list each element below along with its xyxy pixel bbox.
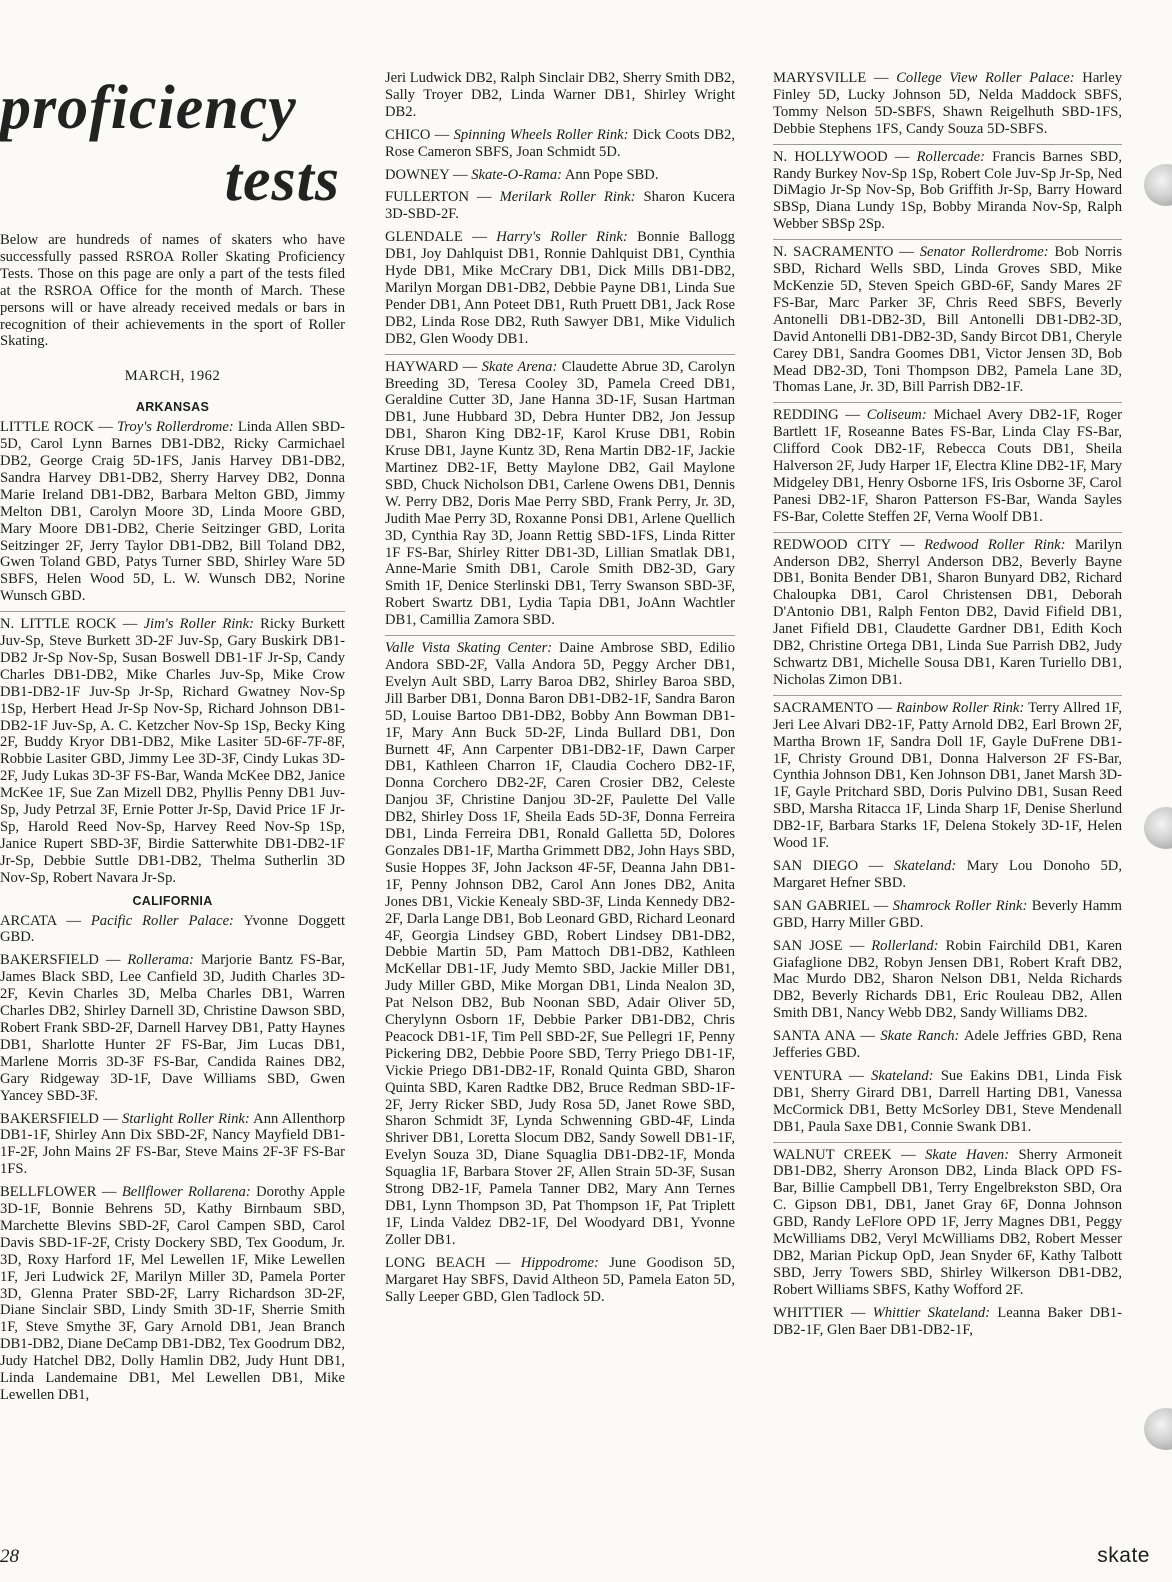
rink-name: Jim's Roller Rink: xyxy=(143,616,254,633)
binder-hole-icon xyxy=(1144,1408,1172,1450)
rink-entry: N. HOLLYWOOD — Rollercade: Francis Barnes SBD, Randy Burkey Nov-Sp 1Sp, Robert Cole Juv-Sp Jr-Sp, Ned DiMagio Jr-Sp Nov-Sp, Bob Griffith Jr-Sp, Barry Howard SBSp, Diana Lundy 1Sp, Bobby Miranda Nov-Sp, Ralph Webber SBSp 2Sp. xyxy=(773,148,1122,233)
title-line-1: proficiency xyxy=(0,74,297,142)
rink-name: Rainbow Roller Rink: xyxy=(896,699,1025,716)
section-divider xyxy=(773,239,1122,240)
skater-names: Claudette Abrue 3D, Carolyn Breeding 3D, Teresa Cooley 3D, Pamela Creed DB1, Geraldine Cutter 3D, Jane Hanna 3D-1F, Susan Hartman DB1, June Hubbard 3D, Debra Hunter DB2, Jon Jessup DB1, Sharon King DB2-1F, Karol Kruse DB1, Robin Kruse DB1, Jayne Kuntz 3D, Rena Martin DB2-1F, Jackie Martinez DB2-1F, Betty Maylone DB2, Gail Maylone SBD, Chuck Nicholson DB1, Carlene Owens DB1, Dennis W. Perry DB2, Doris Mae Perry SBD, Frank Perry, Jr. 3D, Judith Mae Perry 3D, Roxanne Ponsi DB1, Arlene Quellich 3D, Cynthia Ray 3D, Joann Rettig SBD-1FS, Linda Ritter 1F FS-Bar, Shirley Ritter DB1-3D, Lillian Smatlak DB1, Anne-Marie Smith DB1, Carole Smith DB2-3D, Gary Smith 1F, Denice Sterlinski DB1, Terry Swanson SBD-3F, Robert Swartz DB1, Lydia Tapia DB1, JoAnn Wachtler DB1, Camillia Zamora SBD. xyxy=(385,358,735,629)
section-divider xyxy=(773,402,1122,403)
skater-names: Francis Barnes SBD, Randy Burkey Nov-Sp 1Sp, Robert Cole Juv-Sp Jr-Sp, Ned DiMagio Jr-Sp Nov-Sp, Bob Griffith Jr-Sp, Barry Howard SBSp, Diana Lundy 1Sp, Bobby Miranda Nov-Sp, Ralph Webber SBSp 2Sp. xyxy=(773,148,1122,233)
city-name: BAKERSFIELD xyxy=(0,1110,99,1127)
city-name: SAN GABRIEL xyxy=(773,897,870,914)
rink-entry: SAN GABRIEL — Shamrock Roller Rink: Beverly Hamm GBD, Harry Miller GBD. xyxy=(773,897,1123,931)
rink-name: Harry's Roller Rink: xyxy=(496,229,628,246)
rink-name: Skate Ranch: xyxy=(880,1028,960,1045)
rink-entry: SAN DIEGO — Skateland: Mary Lou Donoho 5D, Margaret Hefner SBD. xyxy=(773,857,1122,891)
skater-names: Sharon Kucera 3D-SBD-2F. xyxy=(385,189,735,223)
city-name: BAKERSFIELD xyxy=(0,952,99,969)
skater-names: Beverly Hamm GBD, Harry Miller GBD. xyxy=(773,897,1123,931)
rink-name: Whittier Skateland: xyxy=(872,1304,991,1321)
rink-entry: FULLERTON — Merilark Roller Rink: Sharon Kucera 3D-SBD-2F. xyxy=(385,189,735,223)
rink-entry: HAYWARD — Skate Arena: Claudette Abrue 3D, Carolyn Breeding 3D, Teresa Cooley 3D, Pamela Creed DB1, Geraldine Cutter 3D, Jane Hanna 3D-1F, Susan Hartman DB1, June Hubbard 3D, Debra Hunter DB2, Jon Jessup DB1, Sharon King DB2-1F, Karol Kruse DB1, Robin Kruse DB1, Jayne Kuntz 3D, Rena Martin DB2-1F, Jackie Martinez DB2-1F, Betty Maylone DB2, Gail Maylone SBD, Chuck Nicholson DB1, Carlene Owens DB1, Dennis W. Perry DB2, Doris Mae Perry SBD, Frank Perry, Jr. 3D, Judith Mae Perry 3D, Roxanne Ponsi DB1, Arlene Quellich 3D, Cynthia Ray 3D, Joann Rettig SBD-1FS, Linda Ritter 1F FS-Bar, Shirley Ritter DB1-3D, Lillian Smatlak DB1, Anne-Marie Smith DB1, Carole Smith DB2-3D, Gary Smith 1F, Denice Sterlinski DB1, Terry Swanson SBD-3F, Robert Swartz DB1, Lydia Tapia DB1, JoAnn Wachtler DB1, Camillia Zamora SBD. xyxy=(385,358,735,629)
city-name: N. SACRAMENTO xyxy=(773,244,894,261)
rink-name: Coliseum: xyxy=(866,407,927,424)
city-name: GLENDALE xyxy=(385,229,463,246)
skater-names: June Goodison 5D, Margaret Hay SBFS, David Altheon 5D, Pamela Eaton 5D, Sally Leeper GBD, Glen Tadlock 5D. xyxy=(385,1254,735,1305)
rink-entry: SAN JOSE — Rollerland: Robin Fairchild DB1, Karen Giafaglione DB2, Robyn Jensen DB1, Robert Kraft DB2, Mac Murdo DB2, Sharon Nelson DB1, Nelda Richards DB2, Beverly Richards DB1, Eric Rouleau DB2, Allen Smith DB1, Nancy Webb DB2, Sandy Williams DB2. xyxy=(773,937,1123,1022)
city-name: SAN DIEGO xyxy=(773,857,859,874)
rink-name: Valle Vista Skating Center: xyxy=(385,640,553,657)
skater-names: Bob Norris SBD, Richard Wells SBD, Linda Groves SBD, Mike McKenzie 5D, Steven Speich GBD-6F, Sandy Mares 2F FS-Bar, Marc Parker 3F, Chris Reed SBFS, Beverly Antonelli DB1-DB2-3D, Bill Antonelli DB1-DB2-3D, David Antonelli DB1-DB2-3D, Sandy Bircot DB1, Cheryle Carey DB1, Sandra Goomes DB1, Victor Jensen 3D, Bob Mead DB2-3D, Toni Thompson DB2, Pamela Lane 3D, Thomas Lane, Jr. 3D, Bill Parrish DB2-1F. xyxy=(773,244,1122,396)
rink-name: Skate Haven: xyxy=(925,1146,1010,1163)
state-heading: ARKANSAS xyxy=(135,400,210,415)
skater-names: Robin Fairchild DB1, Karen Giafaglione DB2, Robyn Jensen DB1, Robert Kraft DB2, Mac Murdo DB2, Sharon Nelson DB1, Nelda Richards DB2, Beverly Richards DB1, Eric Rouleau DB2, Allen Smith DB1, Nancy Webb DB2, Sandy Williams DB2. xyxy=(773,937,1123,1022)
rink-entry: WHITTIER — Whittier Skateland: Leanna Baker DB1-DB2-1F, Glen Baer DB1-DB2-1F, xyxy=(773,1304,1123,1338)
city-name: N. LITTLE ROCK xyxy=(0,616,117,633)
binder-hole-icon xyxy=(1144,807,1172,849)
rink-name: Troy's Rollerdrome: xyxy=(116,419,234,436)
city-name: FULLERTON xyxy=(385,189,469,206)
skater-names: Sue Eakins DB1, Linda Fisk DB1, Sherry Girard DB1, Darrell Harting DB1, Vanessa McCormick DB1, Betty McSorley DB1, Steve Mendenall DB1, Paula Saxe DB1, Connie Swank DB1. xyxy=(773,1067,1122,1135)
rink-name: Rollercade: xyxy=(916,148,985,165)
rink-entry: BAKERSFIELD — Rollerama: Marjorie Bantz FS-Bar, James Black SBD, Lee Canfield 3D, Judith Charles 3D-2F, Kevin Charles 3D, Melba Charles DB1, Warren Charles DB2, Shirley Darnell 3D, Christine Dawson SBD, Robert Frank SBD-2F, Darnell Harvey DB1, Patty Haynes DB1, Sharlotte Hunter 2F FS-Bar, Jim Lucas DB1, Marlene Morris 3D-3F FS-Bar, Candida Raines DB2, Gary Ridgeway 3D-1F, Dave Williams SBD, Gwen Yancey SBD-3F. xyxy=(0,952,346,1104)
section-divider xyxy=(385,635,735,636)
skater-names: Michael Avery DB2-1F, Roger Bartlett 1F, Roseanne Bates FS-Bar, Linda Clay FS-Bar, Clifford Cook DB2-1F, Rebecca Couts DB1, Sheila Halverson 2F, Judy Harper 1F, Electra Kline DB2-1F, Mary Midgeley DB1, Henry Osborne 1FS, Iris Osborne 3F, Carol Panesi DB2-1F, Sharon Patterson FS-Bar, Wanda Sayles FS-Bar, Colette Steffen 2F, Verna Woolf DB1. xyxy=(773,407,1123,525)
skater-names: Yvonne Doggett GBD. xyxy=(0,912,345,946)
rink-name: Bellflower Rollarena: xyxy=(121,1184,251,1201)
city-name: REDWOOD CITY xyxy=(773,536,891,553)
rink-entry: REDWOOD CITY — Redwood Roller Rink: Marilyn Anderson DB2, Sherryl Anderson DB2, Beverly Bayne DB1, Bonita Bender DB1, Sharon Bunyard DB2, Richard Chaloupka DB1, Carol Christensen DB1, Deborah D'Antonio DB1, Ralph Fenton DB2, David Fifield DB1, Janet Fifield DB1, Claudette Gardner DB1, Edith Koch DB2, Christine Ortega DB1, Linda Sue Parrish DB2, Judy Schwartz DB1, Michelle Sousa DB1, Karen Turiello DB1, Nicholas Zimon DB1. xyxy=(773,536,1123,688)
city-name: N. HOLLYWOOD xyxy=(773,148,888,165)
rink-entry: N. LITTLE ROCK — Jim's Roller Rink: Ricky Burkett Juv-Sp, Steve Burkett 3D-2F Juv-Sp, Gary Buskirk DB1-DB2 Jr-Sp Nov-Sp, Susan Boswell DB1-1F Jr-Sp, Candy Charles DB1-DB2, Mike Charles Juv-Sp, Mike Crow DB1-DB2-1F Juv-Sp Jr-Sp, Richard Gwatney Nov-Sp 1Sp, Herbert Head Jr-Sp Nov-Sp, Richard Johnson DB1-DB2-1F Juv-Sp, A. C. Ketzcher Nov-Sp 1Sp, Becky King 2F, Buddy Kryor DB1-DB2, Mike Lasiter 5D-6F-7F-8F, Robbie Lasiter GBD, Jimmy Lee 3D-3F, Cindy Lukas 3D-2F, Judy Lukas 3D-3F FS-Bar, Wanda McKee DB2, Janice McKee 1F, Sue Zan Mizell DB2, Phyllis Penny DB1 Juv-Sp, Judy Petrzal 3F, Ernie Potter Jr-Sp, David Price 1F Jr-Sp, Harold Reed Nov-Sp, Harvey Reed Nov-Sp 1Sp, Janice Rupert SBD-3F, Birdie Satterwhite DB1-DB2-1F Jr-Sp, Debbie Suttle DB1-DB2, Thelma Sutherlin 3D Nov-Sp, Robert Navara Jr-Sp. xyxy=(0,616,345,886)
rink-name: College View Roller Palace: xyxy=(896,70,1075,86)
state-heading: CALIFORNIA xyxy=(132,893,213,908)
city-name: HAYWARD xyxy=(385,358,459,375)
city-name: CHICO xyxy=(385,126,431,143)
rink-name: Rollerland: xyxy=(871,937,939,954)
rink-entry: BAKERSFIELD — Starlight Roller Rink: Ann Allenthorp DB1-1F, Shirley Ann Dix SBD-2F, Nancy Mayfield DB1-1F-2F, John Mains 2F FS-Bar, Steve Mains 2F-3F FS-Bar 1FS. xyxy=(0,1110,345,1178)
skater-names: Sherry Armoneit DB1-DB2, Sherry Aronson DB2, Linda Black OPD FS-Bar, Billie Campbell DB1, Terry Engelbrekston SBD, Ora C. Gipson DB1, DB1, Janet Gray 6F, Donna Johnson GBD, Randy LeFlore OPD 1F, Jerry Magnes DB1, Peggy McWilliams DB2, Veryl McWilliams DB2, Robert Messer DB2, Marian Pickup OpD, Jean Snyder 6F, Kathy Talbott SBD, Jerry Towers SBD, Shirley Wilkerson DB1-DB2, Robert Williams SBFS, Kathy Wofford 2F. xyxy=(773,1146,1123,1298)
rink-entry: WALNUT CREEK — Skate Haven: Sherry Armoneit DB1-DB2, Sherry Aronson DB2, Linda Black OPD FS-Bar, Billie Campbell DB1, Terry Engelbrekston SBD, Ora C. Gipson DB1, DB1, Janet Gray 6F, Donna Johnson GBD, Randy LeFlore OPD 1F, Jerry Magnes DB1, Peggy McWilliams DB2, Veryl McWilliams DB2, Robert Messer DB2, Marian Pickup OpD, Jean Snyder 6F, Kathy Talbott SBD, Jerry Towers SBD, Shirley Wilkerson DB1-DB2, Robert Williams SBFS, Kathy Wofford 2F. xyxy=(773,1146,1123,1298)
rink-entry: GLENDALE — Harry's Roller Rink: Bonnie Ballogg DB1, Joy Dahlquist DB1, Ronnie Dahlquist DB1, Cynthia Hyde DB1, Mike McCrary DB1, Dick Mills DB1-DB2, Marilyn Morgan DB1-DB2, Debbie Payne DB1, Linda Sue Pender DB1, Ann Poteet DB1, Ruth Pruett DB1, Jack Rose DB2, Linda Rose DB2, Ruth Sawyer DB1, Mike Vidulich DB2, Glen Woody DB1. xyxy=(385,229,735,347)
city-name: SACRAMENTO xyxy=(773,699,874,716)
section-divider xyxy=(773,532,1122,533)
rink-name: Skate-O-Rama: xyxy=(471,166,562,183)
skater-names: Leanna Baker DB1-DB2-1F, Glen Baer DB1-DB2-1F, xyxy=(773,1304,1123,1338)
column-3 xyxy=(773,70,1122,1345)
rink-name: Starlight Roller Rink: xyxy=(122,1110,250,1127)
section-divider xyxy=(385,354,735,355)
city-name: MARYSVILLE xyxy=(773,70,867,86)
city-name: SAN JOSE xyxy=(773,937,843,954)
rink-entry: LONG BEACH — Hippodrome: June Goodison 5D, Margaret Hay SBFS, David Altheon 5D, Pamela Eaton 5D, Sally Leeper GBD, Glen Tadlock 5D. xyxy=(385,1254,735,1305)
rink-entry: N. SACRAMENTO — Senator Rollerdrome: Bob Norris SBD, Richard Wells SBD, Linda Groves SBD, Mike McKenzie 5D, Steven Speich GBD-6F, Sandy Mares 2F FS-Bar, Marc Parker 3F, Chris Reed SBFS, Beverly Antonelli DB1-DB2-3D, Bill Antonelli DB1-DB2-3D, David Antonelli DB1-DB2-3D, Sandy Bircot DB1, Cheryle Carey DB1, Sandra Goomes DB1, Victor Jensen 3D, Bob Mead DB2-3D, Toni Thompson DB2, Pamela Lane 3D, Thomas Lane, Jr. 3D, Bill Parrish DB2-1F. xyxy=(773,244,1122,396)
magazine-name: skate xyxy=(1097,1544,1150,1567)
section-divider xyxy=(773,144,1122,145)
rink-name: Rollerama: xyxy=(127,952,194,969)
skater-names: Adele Jeffries GBD, Rena Jefferies GBD. xyxy=(773,1028,1122,1062)
rink-entry: CHICO — Spinning Wheels Roller Rink: Dick Coots DB2, Rose Cameron SBFS, Joan Schmidt 5D. xyxy=(385,126,735,160)
skater-names: Ann Allenthorp DB1-1F, Shirley Ann Dix SBD-2F, Nancy Mayfield DB1-1F-2F, John Mains 2F FS-Bar, Steve Mains 2F-3F FS-Bar 1FS. xyxy=(0,1110,345,1178)
rink-entry xyxy=(385,70,735,121)
rink-entry: VENTURA — Skateland: Sue Eakins DB1, Linda Fisk DB1, Sherry Girard DB1, Darrell Harting DB1, Vanessa McCormick DB1, Betty McSorley DB1, Steve Mendenall DB1, Paula Saxe DB1, Connie Swank DB1. xyxy=(773,1067,1122,1135)
skater-names: Marilyn Anderson DB2, Sherryl Anderson DB2, Beverly Bayne DB1, Bonita Bender DB1, Sharon Bunyard DB2, Richard Chaloupka DB1, Carol Christensen DB1, Deborah D'Antonio DB1, Ralph Fenton DB2, David Fifield DB1, Janet Fifield DB1, Claudette Gardner DB1, Edith Koch DB2, Christine Ortega DB1, Linda Sue Parrish DB2, Judy Schwartz DB1, Michelle Sousa DB1, Karen Turiello DB1, Nicholas Zimon DB1. xyxy=(773,536,1123,688)
binder-hole-icon xyxy=(1144,164,1172,206)
page-number: 28 xyxy=(0,1546,19,1567)
rink-name: Skate Arena: xyxy=(481,358,558,375)
rink-name: Pacific Roller Palace: xyxy=(90,912,234,929)
rink-name: Senator Rollerdrome: xyxy=(919,244,1049,261)
title-line-2: tests xyxy=(224,146,340,214)
skater-names: Jeri Ludwick DB2, Ralph Sinclair DB2, Sherry Smith DB2, Sally Troyer DB2, Linda Warner DB1, Shirley Wright DB2. xyxy=(385,70,735,120)
skater-names: Daine Ambrose SBD, Edilio Andora SBD-2F, Valla Andora 5D, Peggy Archer DB1, Evelyn Ault SBD, Larry Baroa DB2, Shirley Baroa SBD, Jill Barber DB1, Donna Baron DB1-DB2-1F, Sandra Baron 5D, Louise Bartoo DB1-DB2, Bobby Ann Bowman DB1-1F, Mary Ann Buck 5D-2F, Linda Bullard DB1, Don Burnett 4F, Ann Carpenter DB1-DB2-1F, Dawn Carper DB1, Kathleen Charron 1F, Claudia Cochero DB2-1F, Donna Corchero DB2-2F, Caren Crosier DB2, Celeste Danjou 3F, Christine Danjou 3D-2F, Paulette Del Valle DB2, Shirley Doss 1F, Sheila Eads 5D-3F, Donna Ferreira DB1, Linda Ferreira DB1, Ronald Galletta 5D, Dolores Gonzales DB1-1F, Martha Grimmett DB2, John Hays SBD, Susie Hoppes 3F, John Jackson 4F-5F, Deanna Jahn DB1-1F, Penny Johnson DB2, Carol Ann Jones DB2, Anita Jones DB1, Vickie Kenealy SBD-3F, Linda Kennedy DB2-2F, Darla Lange DB1, Bob Leonard GBD, Richard Leonard 4F, Georgia Lindsey GBD, Robert Lindsey DB1-DB2, Debbie Martin 5D, Pam Mattoch DB1-DB2, Kathleen McKellar DB1-1F, Judy Memto SBD, Jackie Miller DB1, Judy Miller GBD, Mike Morgan DB1, Linda Nealon 3D, Pat Nelson DB2, Bub Noonan SBD, Adair Oliver 5D, Cherylynn Osborn 1F, Debbie Parker DB1-DB2, Chris Peacock DB1-1F, Tim Pell SBD-2F, Sue Pellegri 1F, Penny Pickering DB2, Debbie Poore SBD, Terry Priego DB1-1F, Vickie Priego DB1-DB2-1F, Ronald Quinta GBD, Sharon Quinta SBD, Karen Radtke DB2, Bruce Redman SBD-1F-2F, Jerry Ricker SBD, Judy Rosa 5D, Janet Rowe SBD, Sharon Schmidt 3F, Lynda Schwenning GBD-4F, Linda Shriver DB1, Loretta Slocum DB2, Sandy Sowell DB1-1F, Evelyn Souza 3D, Diane Squaglia DB1-DB2-1F, Monda Squaglia 1F, Barbara Stover 2F, Allen Strain 5D-3F, Susan Strong DB2-1F, Pamela Tanner DB2, Mary Ann Ternes DB1, Lynn Thompson 3D, Pat Thompson 1F, Pat Triplett 1F, Linda Valdez DB2-1F, Del Woodyard DB1, Yvonne Zoller DB1. xyxy=(385,640,735,1248)
skater-names: Harley Finley 5D, Lucky Johnson 5D, Nelda Maddock SBFS, Tommy Nelson 5D-SBFS, Shawn Reigelhuth SBD-1FS, Debbie Stephens 1FS, Candy Souza 5D-SBFS. xyxy=(773,70,1122,137)
city-name: VENTURA xyxy=(773,1067,842,1084)
city-name: WHITTIER xyxy=(773,1304,844,1321)
skater-names: Ricky Burkett Juv-Sp, Steve Burkett 3D-2F Juv-Sp, Gary Buskirk DB1-DB2 Jr-Sp Nov-Sp, Susan Boswell DB1-1F Jr-Sp, Candy Charles DB1-DB2, Mike Charles Juv-Sp, Mike Crow DB1-DB2-1F Juv-Sp Jr-Sp, Richard Gwatney Nov-Sp 1Sp, Herbert Head Jr-Sp Nov-Sp, Richard Johnson DB1-DB2-1F Juv-Sp, A. C. Ketzcher Nov-Sp 1Sp, Becky King 2F, Buddy Kryor DB1-DB2, Mike Lasiter 5D-6F-7F-8F, Robbie Lasiter GBD, Jimmy Lee 3D-3F, Cindy Lukas 3D-2F, Judy Lukas 3D-3F FS-Bar, Wanda McKee DB2, Janice McKee 1F, Sue Zan Mizell DB2, Phyllis Penny DB1 Juv-Sp, Judy Petrzal 3F, Ernie Potter Jr-Sp, David Price 1F Jr-Sp, Harold Reed Nov-Sp, Harvey Reed Nov-Sp 1Sp, Janice Rupert SBD-3F, Birdie Satterwhite DB1-DB2-1F Jr-Sp, Debbie Suttle DB1-DB2, Thelma Sutherlin 3D Nov-Sp, Robert Navara Jr-Sp. xyxy=(0,616,345,886)
city-name: ARCATA xyxy=(0,912,57,929)
city-name: DOWNEY xyxy=(385,166,450,183)
skater-names: Ann Pope SBD. xyxy=(564,166,659,183)
masthead xyxy=(0,76,345,212)
column-1 xyxy=(0,76,345,1410)
rink-entry: BELLFLOWER — Bellflower Rollarena: Dorothy Apple 3D-1F, Bonnie Behrens 5D, Kathy Birnbaum SBD, Marchette Blevins SBD-2F, Carol Campen SBD, Carol Davis SBD-1F-2F, Cristy Dockery SBD, Tex Goodum, Jr. 3D, Roxy Harford 1F, Mel Lewellen 1F, Mike Lewellen 1F, Jeri Ludwick 2F, Marilyn Miller 3D, Pamela Porter 3D, Glenna Prater SBD-2F, Larry Richardson 3D-2F, Diane Sinclair SBD, Lindy Smith 3D-1F, Sherrie Smith 1F, Steve Smythe 3F, Gary Arnold DB1, Jean Branch DB1-DB2, Diane DeCamp DB1-DB2, Tex Goodrum DB2, Judy Hatchel DB2, Dolly Hamlin DB2, Judy Hunt DB1, Linda Landemaine DB1, Mel Lewellen DB1, Mike Lewellen DB1, xyxy=(0,1184,345,1403)
rink-name: Skateland: xyxy=(871,1067,934,1084)
rink-name: Redwood Roller Rink: xyxy=(924,536,1066,553)
rink-entry: ARCATA — Pacific Roller Palace: Yvonne Doggett GBD. xyxy=(0,912,345,946)
skater-names: Dorothy Apple 3D-1F, Bonnie Behrens 5D, Kathy Birnbaum SBD, Marchette Blevins SBD-2F, Carol Campen SBD, Carol Davis SBD-1F-2F, Cristy Dockery SBD, Tex Goodum, Jr. 3D, Roxy Harford 1F, Mel Lewellen 1F, Mike Lewellen 1F, Jeri Ludwick 2F, Marilyn Miller 3D, Pamela Porter 3D, Glenna Prater SBD-2F, Larry Richardson 3D-2F, Diane Sinclair SBD, Lindy Smith 3D-1F, Sherrie Smith 1F, Steve Smythe 3F, Gary Arnold DB1, Jean Branch DB1-DB2, Diane DeCamp DB1-DB2, Tex Goodrum DB2, Judy Hatchel DB2, Dolly Hamlin DB2, Judy Hunt DB1, Linda Landemaine DB1, Mel Lewellen DB1, Mike Lewellen DB1, xyxy=(0,1184,345,1403)
section-divider xyxy=(773,695,1122,696)
city-name: BELLFLOWER xyxy=(0,1184,97,1201)
issue-date: MARCH, 1962 xyxy=(124,368,221,385)
city-name: LONG BEACH xyxy=(385,1254,486,1271)
rink-name: Spinning Wheels Roller Rink: xyxy=(453,126,629,143)
rink-entry: LITTLE ROCK — Troy's Rollerdrome: Linda Allen SBD-5D, Carol Lynn Barnes DB1-DB2, Ricky Carmichael DB2, George Craig 5D-1FS, Janis Harvey DB1-DB2, Sandra Harvey DB1-DB2, Sherry Harvey DB2, Donna Marie Ireland DB1-DB2, Barbara Melton GBD, Jimmy Melton DB1, Carolyn Moore 3D, Linda Moore GBD, Mary Moore DB1-DB2, Cherie Seitzinger GBD, Lorita Seitzinger 2F, Jerry Taylor DB1-DB2, Bill Toland DB2, Gwen Toland GBD, Patys Turner SBD, Shirley Ware 5D SBFS, Helen Wood 5D, L. W. Wunsch DB2, Norine Wunsch GBD. xyxy=(0,419,345,605)
skater-names: Linda Allen SBD-5D, Carol Lynn Barnes DB1-DB2, Ricky Carmichael DB2, George Craig 5D-1FS, Janis Harvey DB1-DB2, Sandra Harvey DB1-DB2, Sherry Harvey DB2, Donna Marie Ireland DB1-DB2, Barbara Melton GBD, Jimmy Melton DB1, Carolyn Moore 3D, Linda Moore GBD, Mary Moore DB1-DB2, Cherie Seitzinger GBD, Lorita Seitzinger 2F, Jerry Taylor DB1-DB2, Bill Toland DB2, Gwen Toland GBD, Patys Turner SBD, Shirley Ware 5D SBFS, Helen Wood 5D, L. W. Wunsch DB2, Norine Wunsch GBD. xyxy=(0,419,345,605)
city-name: WALNUT CREEK xyxy=(773,1146,892,1163)
rink-name: Shamrock Roller Rink: xyxy=(892,897,1028,914)
skater-names: Mary Lou Donoho 5D, Margaret Hefner SBD. xyxy=(773,857,1122,891)
section-divider xyxy=(0,611,345,612)
column-2-body xyxy=(385,70,735,1305)
column-3-body xyxy=(773,70,1122,1339)
column-1-body xyxy=(0,399,345,1404)
rink-name: Skateland: xyxy=(893,857,957,874)
rink-entry: DOWNEY — Skate-O-Rama: Ann Pope SBD. xyxy=(385,166,659,183)
skater-names: Terry Allred 1F, Jeri Lee Alvari DB2-1F, Patty Arnold DB2, Earl Brown 2F, Martha Brown 1F, Sandra Doll 1F, Gayle DuFrene DB1-1F, Christy Ground DB1, Donna Halverson 2F FS-Bar, Cynthia Johnson DB1, Ken Johnson DB1, Janet Marsh 3D-1F, Gayle Pritchard SBD, Doris Pulvino DB1, Susan Reed SBD, Marsha Ritacca 1F, Linda Sharp 1F, Denise Sherlund DB2-1F, Barbara Starks 1F, Delena Stokely 3D-1F, Helen Wood 1F. xyxy=(773,699,1122,852)
rink-entry: MARYSVILLE — College View Roller Palace: Harley Finley 5D, Lucky Johnson 5D, Nelda Maddock SBFS, Tommy Nelson 5D-SBFS, Shawn Reigelhuth SBD-1FS, Debbie Stephens 1FS, Candy Souza 5D-SBFS. xyxy=(773,70,1122,137)
rink-entry: SANTA ANA — Skate Ranch: Adele Jeffries GBD, Rena Jefferies GBD. xyxy=(773,1028,1122,1062)
rink-entry: REDDING — Coliseum: Michael Avery DB2-1F, Roger Bartlett 1F, Roseanne Bates FS-Bar, Linda Clay FS-Bar, Clifford Cook DB2-1F, Rebecca Couts DB1, Sheila Halverson 2F, Judy Harper 1F, Electra Kline DB2-1F, Mary Midgeley DB1, Henry Osborne 1FS, Iris Osborne 3F, Carol Panesi DB2-1F, Sharon Patterson FS-Bar, Wanda Sayles FS-Bar, Colette Steffen 2F, Verna Woolf DB1. xyxy=(773,407,1123,525)
rink-name: Merilark Roller Rink: xyxy=(499,189,636,206)
column-2 xyxy=(385,70,735,1311)
rink-entry xyxy=(385,640,735,1249)
skater-names: Bonnie Ballogg DB1, Joy Dahlquist DB1, Ronnie Dahlquist DB1, Cynthia Hyde DB1, Mike McCrary DB1, Dick Mills DB1-DB2, Marilyn Morgan DB1-DB2, Debbie Payne DB1, Linda Sue Pender DB1, Ann Poteet DB1, Ruth Pruett DB1, Jack Rose DB2, Linda Rose DB2, Ruth Sawyer DB1, Mike Vidulich DB2, Glen Woody DB1. xyxy=(385,229,735,347)
city-name: SANTA ANA xyxy=(773,1028,856,1045)
intro-paragraph: Below are hundreds of names of skaters who have successfully passed RSROA Roller Skating Proficiency Tests. Those on this page are only a part of the tests filed at the RSROA Office for the month of March. These persons will or have already received medals or bars in recognition of their achievements in the sport of Roller Skating. xyxy=(0,232,345,350)
rink-name: Hippodrome: xyxy=(520,1254,599,1271)
city-name: REDDING xyxy=(773,407,839,424)
skater-names: Dick Coots DB2, Rose Cameron SBFS, Joan Schmidt 5D. xyxy=(385,126,735,160)
rink-entry: SACRAMENTO — Rainbow Roller Rink: Terry Allred 1F, Jeri Lee Alvari DB2-1F, Patty Arnold DB2, Earl Brown 2F, Martha Brown 1F, Sandra Doll 1F, Gayle DuFrene DB1-1F, Christy Ground DB1, Donna Halverson 2F FS-Bar, Cynthia Johnson DB1, Ken Johnson DB1, Janet Marsh 3D-1F, Gayle Pritchard SBD, Doris Pulvino DB1, Susan Reed SBD, Marsha Ritacca 1F, Linda Sharp 1F, Denise Sherlund DB2-1F, Barbara Starks 1F, Delena Stokely 3D-1F, Helen Wood 1F. xyxy=(773,699,1122,852)
skater-names: Marjorie Bantz FS-Bar, James Black SBD, Lee Canfield 3D, Judith Charles 3D-2F, Kevin Charles 3D, Melba Charles DB1, Warren Charles DB2, Shirley Darnell 3D, Christine Dawson SBD, Robert Frank SBD-2F, Darnell Harvey DB1, Patty Haynes DB1, Sharlotte Hunter 2F FS-Bar, Jim Lucas DB1, Marlene Morris 3D-3F FS-Bar, Candida Raines DB2, Gary Ridgeway 3D-1F, Dave Williams SBD, Gwen Yancey SBD-3F. xyxy=(0,952,346,1104)
section-divider xyxy=(773,1142,1122,1143)
city-name: LITTLE ROCK xyxy=(0,419,95,436)
